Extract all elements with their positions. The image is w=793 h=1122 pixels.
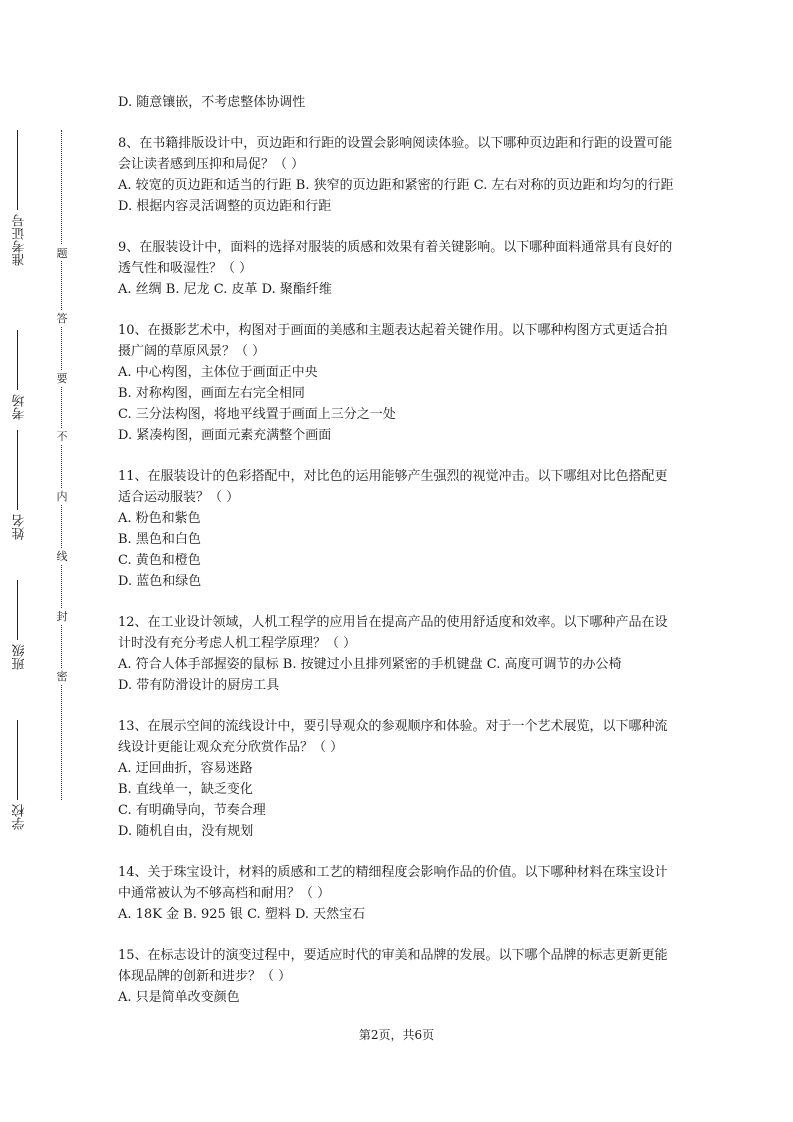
exam-content bbox=[118, 92, 678, 1028]
question-options-line-2: D. 带有防滑设计的厨房工具 bbox=[118, 678, 280, 693]
question-stem: 8、在书籍排版设计中，页边距和行距的设置会影响阅读体验。以下哪种页边距和行距的设置可能会让读者感到压抑和局促？（ ） bbox=[118, 136, 673, 172]
question-stem: 13、在展示空间的流线设计中，要引导观众的参观顺序和体验。对于一个艺术展览，以下哪种流线设计更能让观众充分欣赏作品？（ ） bbox=[118, 719, 668, 755]
school-label-field bbox=[8, 720, 32, 830]
seal-word: 不 bbox=[56, 430, 68, 443]
seal-dashed-line bbox=[55, 130, 69, 800]
class-label: 班级 bbox=[12, 644, 28, 670]
exam-room-blank bbox=[17, 330, 18, 390]
exam-number-blank bbox=[17, 130, 18, 210]
option-b: B. 黑色和白色 bbox=[118, 532, 201, 547]
option-d: D. 蓝色和绿色 bbox=[118, 574, 202, 589]
question-9 bbox=[118, 237, 678, 300]
option-a: A. 粉色和紫色 bbox=[118, 511, 201, 526]
option-c: C. 黄色和橙色 bbox=[118, 553, 201, 568]
exam-room-label: 考场 bbox=[12, 394, 28, 420]
page-footer: 第2页，共6页 bbox=[358, 1028, 435, 1042]
question-stem: 10、在摄影艺术中，构图对于画面的美感和主题表达起着关键作用。以下哪种构图方式更适合拍摄广阔的草原风景？（ ） bbox=[118, 323, 668, 359]
question-8 bbox=[118, 133, 678, 217]
exam-room-label-field bbox=[8, 330, 32, 420]
option-d: D. 随机自由，没有规划 bbox=[118, 824, 254, 839]
school-label: 学校 bbox=[12, 804, 28, 830]
question-options: A. 较宽的页边距和适当的行距 B. 狭窄的页边距和紧密的行距 C. 左右对称的页边距和均匀的行距 D. 根据内容灵活调整的页边距和行距 bbox=[118, 178, 674, 214]
question-options: A. 符合人体手部握姿的鼠标 B. 按键过小且排列紧密的手机键盘 C. 高度可调节的办公椅 bbox=[118, 657, 622, 672]
question-options: A. 18K 金 B. 925 银 C. 塑料 D. 天然宝石 bbox=[118, 907, 366, 922]
option-c: C. 三分法构图，将地平线置于画面上三分之一处 bbox=[118, 407, 396, 422]
question-12 bbox=[118, 612, 678, 696]
option-a: A. 只是简单改变颜色 bbox=[118, 990, 240, 1005]
question-stem: 11、在服装设计的色彩搭配中，对比色的运用能够产生强烈的视觉冲击。以下哪组对比色搭配更适合运动服装？（ ） bbox=[118, 469, 668, 505]
seal-word: 密 bbox=[56, 670, 68, 683]
question-stem: 9、在服装设计中，面料的选择对服装的质感和效果有着关键影响。以下哪种面料通常具有良好的透气性和吸湿性？（ ） bbox=[118, 240, 673, 276]
question-13 bbox=[118, 716, 678, 842]
question-15 bbox=[118, 945, 678, 1008]
seal-line-segment bbox=[61, 130, 62, 800]
option-d: D. 紧凑构图，画面元素充满整个画面 bbox=[118, 428, 332, 443]
question-stem: 15、在标志设计的演变过程中，要适应时代的审美和品牌的发展。以下哪个品牌的标志更新更能体现品牌的创新和进步？（ ） bbox=[118, 948, 668, 984]
name-blank bbox=[17, 430, 18, 510]
exam-number-label-field bbox=[8, 130, 32, 266]
question-stem: 12、在工业设计领域，人机工程学的应用旨在提高产品的使用舒适度和效率。以下哪种产品在设计时没有充分考虑人机工程学原理？（ ） bbox=[118, 615, 668, 651]
seal-word: 内 bbox=[56, 490, 68, 503]
option-b: B. 直线单一，缺乏变化 bbox=[118, 782, 253, 797]
seal-word: 答 bbox=[56, 312, 68, 325]
question-10 bbox=[118, 320, 678, 446]
seal-word: 题 bbox=[56, 247, 68, 260]
question-14 bbox=[118, 862, 678, 925]
seal-word: 要 bbox=[56, 372, 68, 385]
exam-number-label: 准考证号 bbox=[12, 214, 28, 266]
carry-over-option: D. 随意镶嵌，不考虑整体协调性 bbox=[118, 95, 306, 110]
option-b: B. 对称构图，画面左右完全相同 bbox=[118, 386, 305, 401]
option-c: C. 有明确导向，节奏合理 bbox=[118, 803, 266, 818]
school-blank bbox=[17, 720, 18, 800]
seal-word: 线 bbox=[56, 550, 68, 563]
question-stem: 14、关于珠宝设计，材料的质感和工艺的精细程度会影响作品的价值。以下哪种材料在珠宝设计中通常被认为不够高档和耐用？（ ） bbox=[118, 865, 668, 901]
option-a: A. 中心构图，主体位于画面正中央 bbox=[118, 365, 318, 380]
question-11 bbox=[118, 466, 678, 592]
name-label: 姓名 bbox=[12, 514, 28, 540]
question-options: A. 丝绸 B. 尼龙 C. 皮革 D. 聚酯纤维 bbox=[118, 282, 332, 297]
seal-word: 封 bbox=[56, 610, 68, 623]
option-a: A. 迂回曲折，容易迷路 bbox=[118, 761, 253, 776]
class-label-field bbox=[8, 580, 32, 670]
binding-margin-labels bbox=[8, 130, 32, 830]
name-label-field bbox=[8, 430, 32, 540]
class-blank bbox=[17, 580, 18, 640]
